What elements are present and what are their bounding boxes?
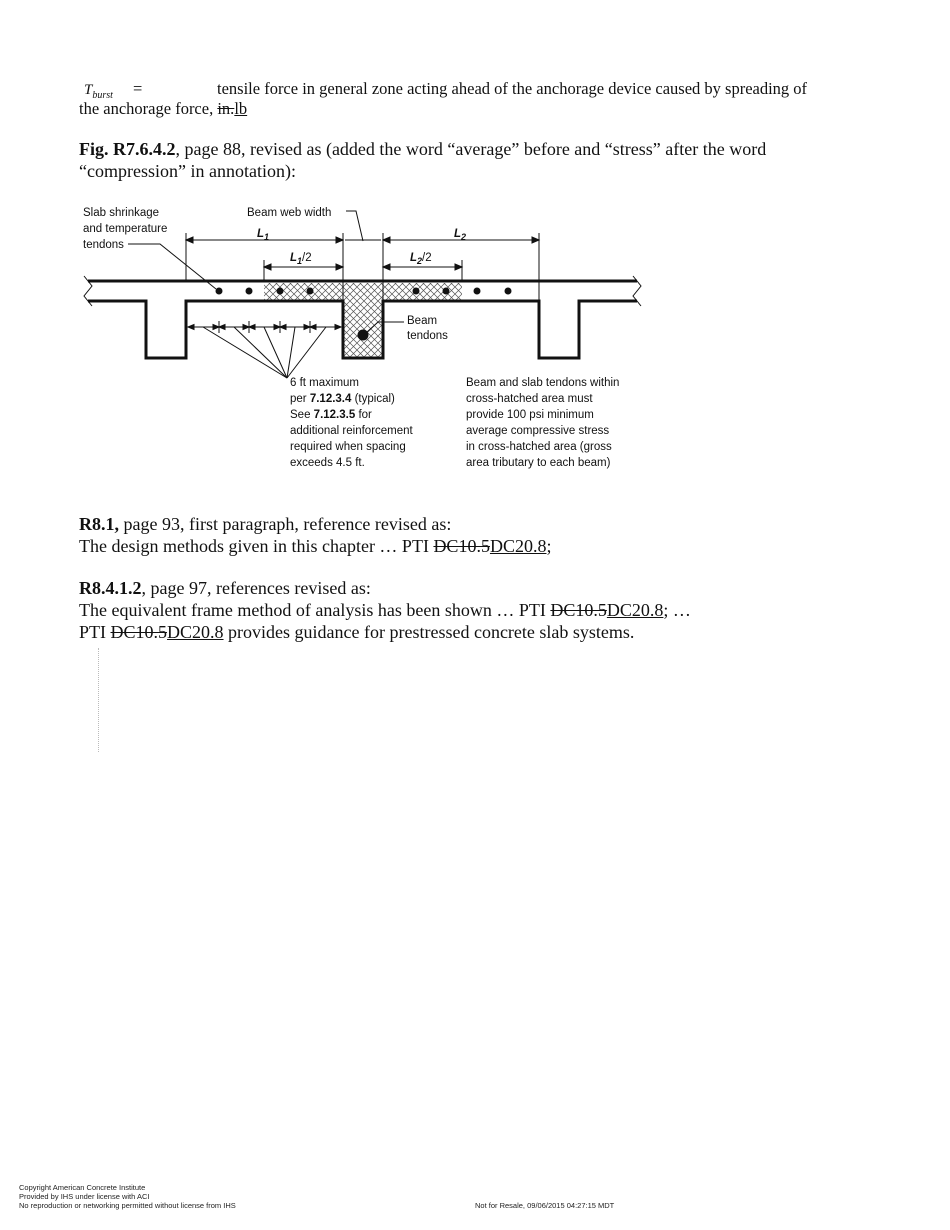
inserted-text: lb bbox=[234, 99, 248, 118]
half-l2-label: $L_2/2$ bbox=[410, 252, 432, 266]
slab-beam-figure bbox=[0, 195, 950, 485]
beam-tendons-line1: Beam bbox=[407, 315, 438, 327]
spacing-note-line3: See 7.12.3.5 for bbox=[290, 409, 372, 421]
r8412-text-line2: PTI DC10.5DC20.8 provides guidance for prestressed concrete slab systems. bbox=[79, 622, 635, 642]
l2-label: $L_2$ bbox=[454, 228, 467, 242]
slab-label-line2: and temperature bbox=[83, 223, 168, 235]
inserted-text: DC20.8 bbox=[606, 600, 664, 620]
definition-text-line1: tensile force in general zone acting ahead of the anchorage device caused by spreading of bbox=[217, 79, 808, 98]
area-note-line4: average compressive stress bbox=[466, 425, 610, 437]
area-note-line3: provide 100 psi minimum bbox=[466, 409, 594, 421]
beam-web-label: Beam web width bbox=[247, 207, 332, 219]
dotted-margin-mark bbox=[98, 648, 99, 752]
spacing-note-line2: per 7.12.3.4 (typical) bbox=[290, 393, 395, 405]
inserted-text: DC20.8 bbox=[489, 536, 547, 556]
area-note-line5: in cross-hatched area (gross bbox=[466, 441, 612, 453]
deleted-text: DC10.5 bbox=[433, 536, 490, 556]
half-l1-label: $L_1/2$ bbox=[290, 252, 312, 266]
fig-revision-line1: Fig. R7.6.4.2, page 88, revised as (added the word “average” before and “stress” after the word bbox=[79, 139, 767, 159]
spacing-note-line5: required when spacing bbox=[290, 441, 406, 453]
fig-ref: Fig. R7.6.4.2 bbox=[79, 139, 176, 159]
area-note-line2: cross-hatched area must bbox=[466, 393, 593, 405]
r81-heading: R8.1, page 93, first paragraph, reference revised as: bbox=[79, 514, 452, 534]
definition-symbol: $T_{burst}$ bbox=[84, 82, 113, 101]
hatched-slab-area bbox=[264, 283, 462, 301]
footer-not-for-resale: Not for Resale, 09/06/2015 04:27:15 MDT bbox=[475, 1201, 615, 1210]
spacing-note-line4: additional reinforcement bbox=[290, 425, 413, 437]
deleted-text: in. bbox=[217, 99, 235, 118]
spacing-note-line6: exceeds 4.5 ft. bbox=[290, 457, 365, 469]
slab-label-line1: Slab shrinkage bbox=[83, 207, 160, 219]
deleted-text: DC10.5 bbox=[550, 600, 607, 620]
r81-text: The design methods given in this chapter … PTI DC10.5DC20.8; bbox=[79, 536, 552, 556]
fig-revision-line2: “compression” in annotation): bbox=[79, 161, 296, 181]
footer-copyright: Copyright American Concrete Institute Provided by IHS under license with ACI No reproduction or networking permitted without license from IHS bbox=[19, 1183, 236, 1210]
definition-equals: = bbox=[133, 79, 143, 98]
r8412-text-line1: The equivalent frame method of analysis has been shown … PTI DC10.5DC20.8; … bbox=[79, 600, 691, 620]
l1-label: $L_1$ bbox=[257, 228, 270, 242]
spacing-note-line1: 6 ft maximum bbox=[290, 377, 360, 389]
area-note-line6: area tributary to each beam) bbox=[466, 457, 611, 469]
inserted-text: DC20.8 bbox=[167, 622, 224, 642]
deleted-text: DC10.5 bbox=[110, 622, 168, 642]
beam-tendon bbox=[358, 330, 369, 341]
area-note-line1: Beam and slab tendons within bbox=[466, 377, 620, 389]
slab-label-line3: tendons bbox=[83, 239, 124, 251]
beam-tendons-line2: tendons bbox=[407, 330, 448, 342]
r8412-heading: R8.4.1.2, page 97, references revised as: bbox=[79, 578, 371, 598]
definition-text-line2: the anchorage force, in.lb bbox=[79, 99, 248, 118]
r81-ref: R8.1, bbox=[79, 514, 119, 534]
r8412-ref: R8.4.1.2 bbox=[79, 578, 142, 598]
